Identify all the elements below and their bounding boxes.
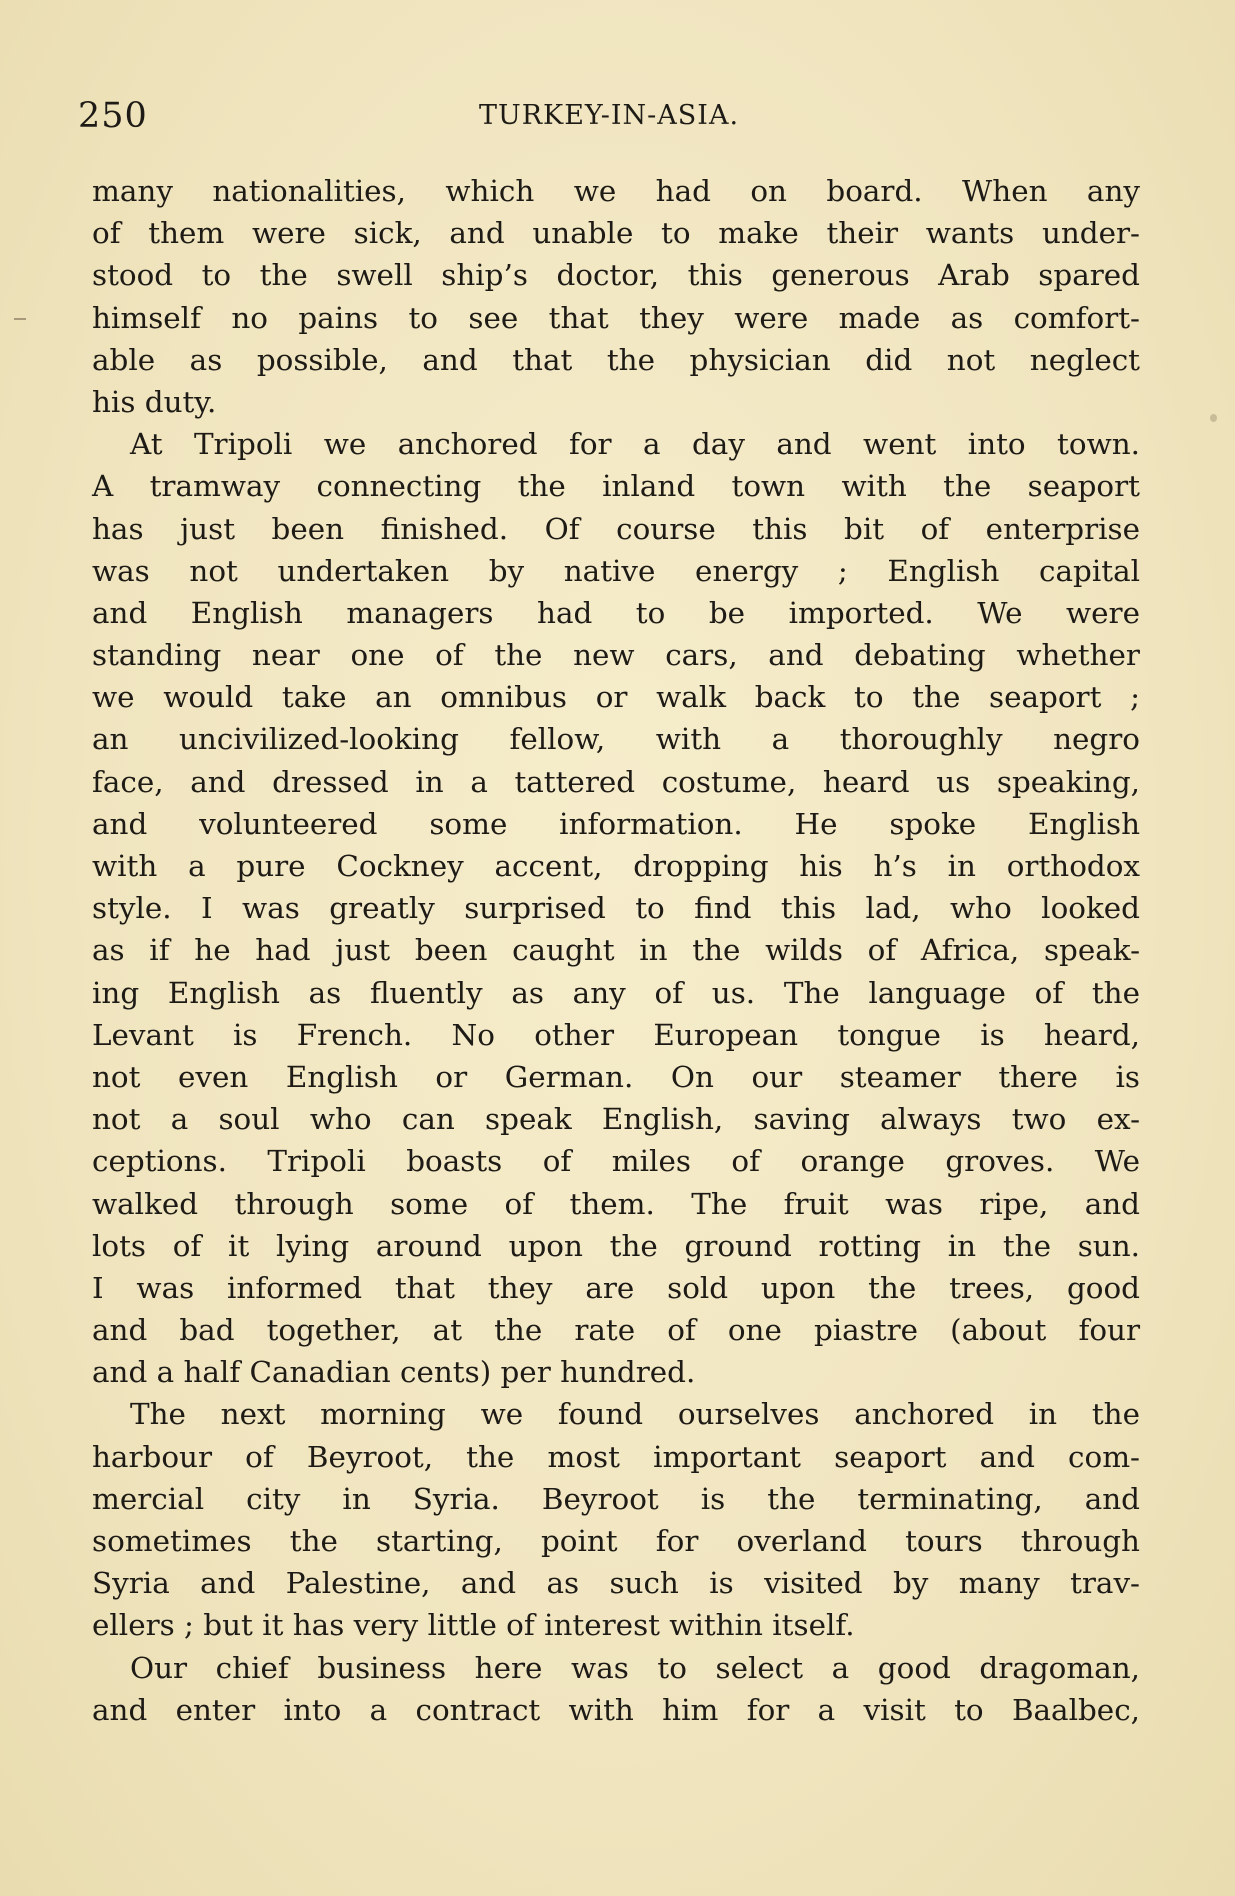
- text-line: and English managers had to be imported. We were: [92, 595, 1140, 630]
- text-line: standing near one of the new cars, and debating whether: [92, 638, 1140, 673]
- text-line: not even English or German. On our steamer there is: [92, 1059, 1140, 1094]
- text-line: stood to the swell ship’s doctor, this generous Arab spared: [92, 258, 1140, 293]
- text-line: as if he had just been caught in the wilds of Africa, speak-: [92, 933, 1140, 968]
- text-line: mercial city in Syria. Beyroot is the terminating, and: [92, 1481, 1140, 1516]
- text-line: sometimes the starting, point for overland tours through: [92, 1524, 1140, 1558]
- text-line: The next morning we found ourselves anchored in the: [130, 1397, 1140, 1432]
- running-head: TURKEY-IN-ASIA.: [478, 100, 740, 131]
- text-line: and enter into a contract with him for a visit to Baalbec,: [92, 1692, 1140, 1727]
- page-number: 250: [78, 96, 148, 136]
- margin-mark: [14, 318, 26, 320]
- text-line: his duty.: [92, 384, 217, 419]
- text-line: A tramway connecting the inland town with the seaport: [92, 469, 1140, 504]
- text-line: walked through some of them. The fruit was ripe, and: [92, 1186, 1140, 1221]
- text-line: and a half Canadian cents) per hundred.: [92, 1355, 696, 1390]
- text-line: and volunteered some information. He spoke English: [92, 806, 1140, 841]
- text-line: not a soul who can speak English, saving always two ex-: [92, 1102, 1140, 1137]
- text-line: ing English as fluently as any of us. The language of the: [92, 975, 1140, 1010]
- text-line: I was informed that they are sold upon the trees, good: [92, 1270, 1140, 1305]
- text-line: ceptions. Tripoli boasts of miles of orange groves. We: [92, 1144, 1140, 1179]
- text-line: an uncivilized-looking fellow, with a thoroughly negro: [92, 722, 1140, 757]
- text-line: Syria and Palestine, and as such is visited by many trav-: [92, 1566, 1140, 1601]
- text-line: harbour of Beyroot, the most important seaport and com-: [92, 1439, 1140, 1474]
- paper-speck: [1210, 414, 1217, 422]
- body-text: [92, 170, 1140, 1731]
- text-line: we would take an omnibus or walk back to the seaport ;: [92, 680, 1140, 715]
- text-line: lots of it lying around upon the ground rotting in the sun.: [92, 1228, 1140, 1263]
- text-line: was not undertaken by native energy ; English capital: [92, 553, 1140, 588]
- text-line: of them were sick, and unable to make their wants under-: [92, 216, 1140, 251]
- text-line: himself no pains to see that they were made as comfort-: [92, 300, 1140, 335]
- text-line: able as possible, and that the physician did not neglect: [92, 342, 1140, 377]
- text-line: Levant is French. No other European tongue is heard,: [92, 1017, 1140, 1052]
- text-line: Our chief business here was to select a good dragoman,: [130, 1650, 1140, 1685]
- text-line: has just been finished. Of course this bit of enterprise: [92, 511, 1140, 546]
- text-line: At Tripoli we anchored for a day and went into town.: [130, 427, 1140, 462]
- text-line: style. I was greatly surprised to find this lad, who looked: [92, 891, 1140, 926]
- text-line: many nationalities, which we had on board. When any: [92, 174, 1140, 208]
- text-line: face, and dressed in a tattered costume, heard us speaking,: [92, 764, 1140, 799]
- text-line: ellers ; but it has very little of interest within itself.: [92, 1608, 855, 1643]
- text-line: with a pure Cockney accent, dropping his h’s in orthodox: [92, 849, 1140, 883]
- text-line: and bad together, at the rate of one piastre (about four: [92, 1313, 1140, 1348]
- page-header: [78, 92, 1140, 140]
